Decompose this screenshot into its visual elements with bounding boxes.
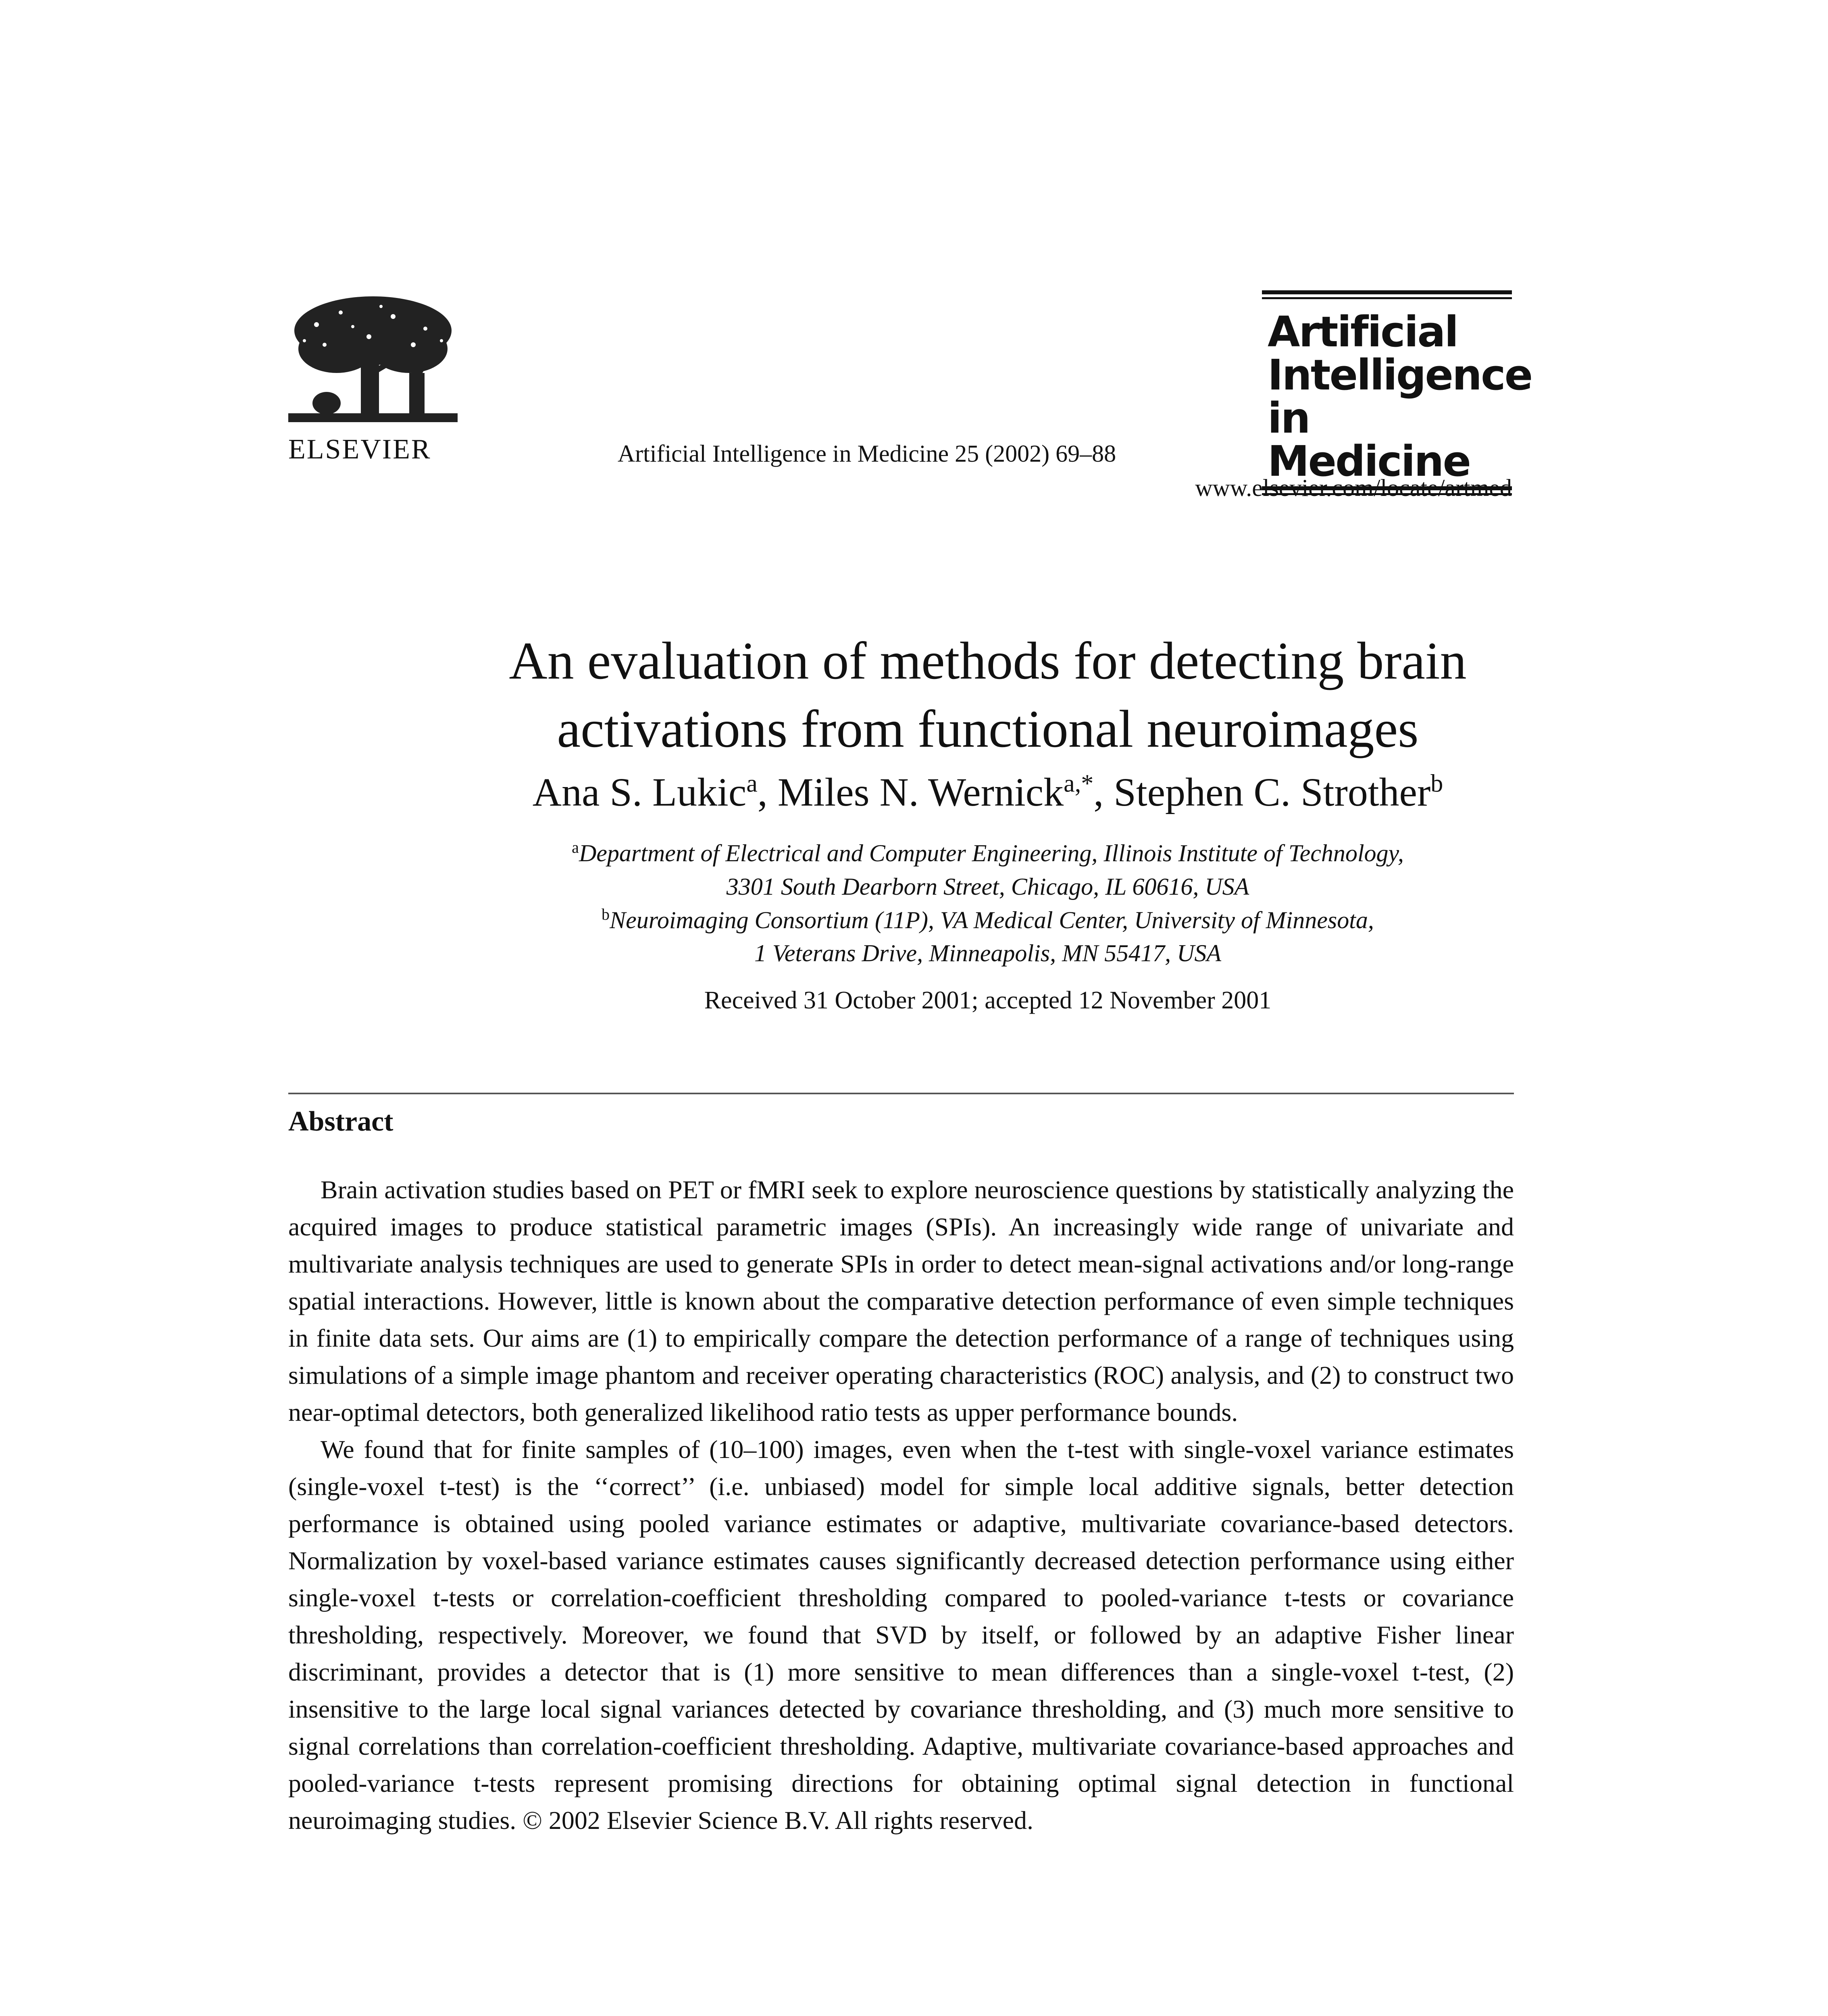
affiliation-line: $^a$Department of Electrical and Computer Engineering, Illinois Institute of Technology, [572,838,1404,866]
author-name: Miles N. Wernick [777,770,1064,814]
affiliation-line: $^b$Neuroimaging Consortium (11P), VA Medical Center, University of Minnesota, [602,905,1374,933]
brand-line: Artificial [1268,307,1458,356]
title-line: activations from functional neuroimages [557,699,1419,758]
author-name: Stephen C. Strother [1114,770,1431,814]
abstract-heading: Abstract [288,1106,393,1137]
brand-rule-top-thin [1262,297,1512,299]
journal-brand-text [1268,307,1532,486]
affiliation-line: 3301 South Dearborn Street, Chicago, IL 60616, USA [726,873,1249,900]
author-affil-mark: a [746,770,758,798]
abstract-paragraph: We found that for finite samples of (10–100) images, even when the t-test with single-voxel variance estimates (single-voxel t-test) is the ‘‘correct’’ (i.e. unbiased) model for simple local additive signals, better detection performance is obtained using pooled variance estimates or adaptive, multivariate covariance-based detectors. Normalization by voxel-based variance estimates causes significantly decreased detection performance using either single-voxel t-tests or correlation-coefficient thresholding compared to pooled-variance t-tests or covariance thresholding, respectively. Moreover, we found that SVD by itself, or followed by an adaptive Fisher linear discriminant, provides a detector that is (1) more sensitive to mean differences than a single-voxel t-test, (2) insensitive to the large local signal variances detected by covariance thresholding, and (3) much more sensitive to signal correlations than correlation-coefficient thresholding. Adaptive, multivariate covariance-based approaches and pooled-variance t-tests represent promising directions for obtaining optimal signal detection in functional neuroimaging studies. © 2002 Elsevier Science B.V. All rights reserved. [288,1435,1514,1835]
publisher-name: ELSEVIER [288,434,431,465]
title-line: An evaluation of methods for detecting brain [509,631,1467,690]
elsevier-tree-logo [288,292,458,427]
affiliation-line: 1 Veterans Drive, Minneapolis, MN 55417, USA [754,940,1222,967]
author-affil-mark: b [1430,770,1443,798]
abstract-body [288,1171,1514,1839]
abstract-divider [288,1093,1514,1094]
author-name: Ana S. Lukic [532,770,747,814]
received-dates: Received 31 October 2001; accepted 12 November 2001 [704,987,1272,1014]
brand-rule-top [1262,290,1512,294]
journal-citation: Artificial Intelligence in Medicine 25 (2002) 69–88 [617,440,1116,467]
brand-line: in Medicine [1268,394,1470,486]
affiliations [242,837,1734,970]
brand-line: Intelligence [1268,350,1532,400]
author-list: Ana S. Lukic$^a$, Miles N. Wernick$^{a,*}$, Stephen C. Strother$^b$ [532,770,1443,814]
paper-title [242,627,1734,763]
abstract-paragraph: Brain activation studies based on PET or fMRI seek to explore neuroscience questions by statistically analyzing the acquired images to produce statistical parametric images (SPIs). An increasingly wide range of univariate and multivariate analysis techniques are used to generate SPIs in order to detect mean-signal activations and/or long-range spatial interactions. However, little is known about the comparative detection performance of even simple techniques in finite data sets. Our aims are (1) to empirically compare the detection performance of a range of techniques using simulations of a simple image phantom and receiver operating characteristics (ROC) analysis, and (2) to construct two near-optimal detectors, both generalized likelihood ratio tests as upper performance bounds. [288,1175,1514,1427]
affiliation-mark: b [602,905,610,923]
journal-url-link[interactable]: www.elsevier.com/locate/artmed [1195,475,1512,501]
affiliation-mark: a [572,838,579,856]
journal-brand [1262,290,1532,495]
author-affil-mark: a,* [1064,770,1094,798]
